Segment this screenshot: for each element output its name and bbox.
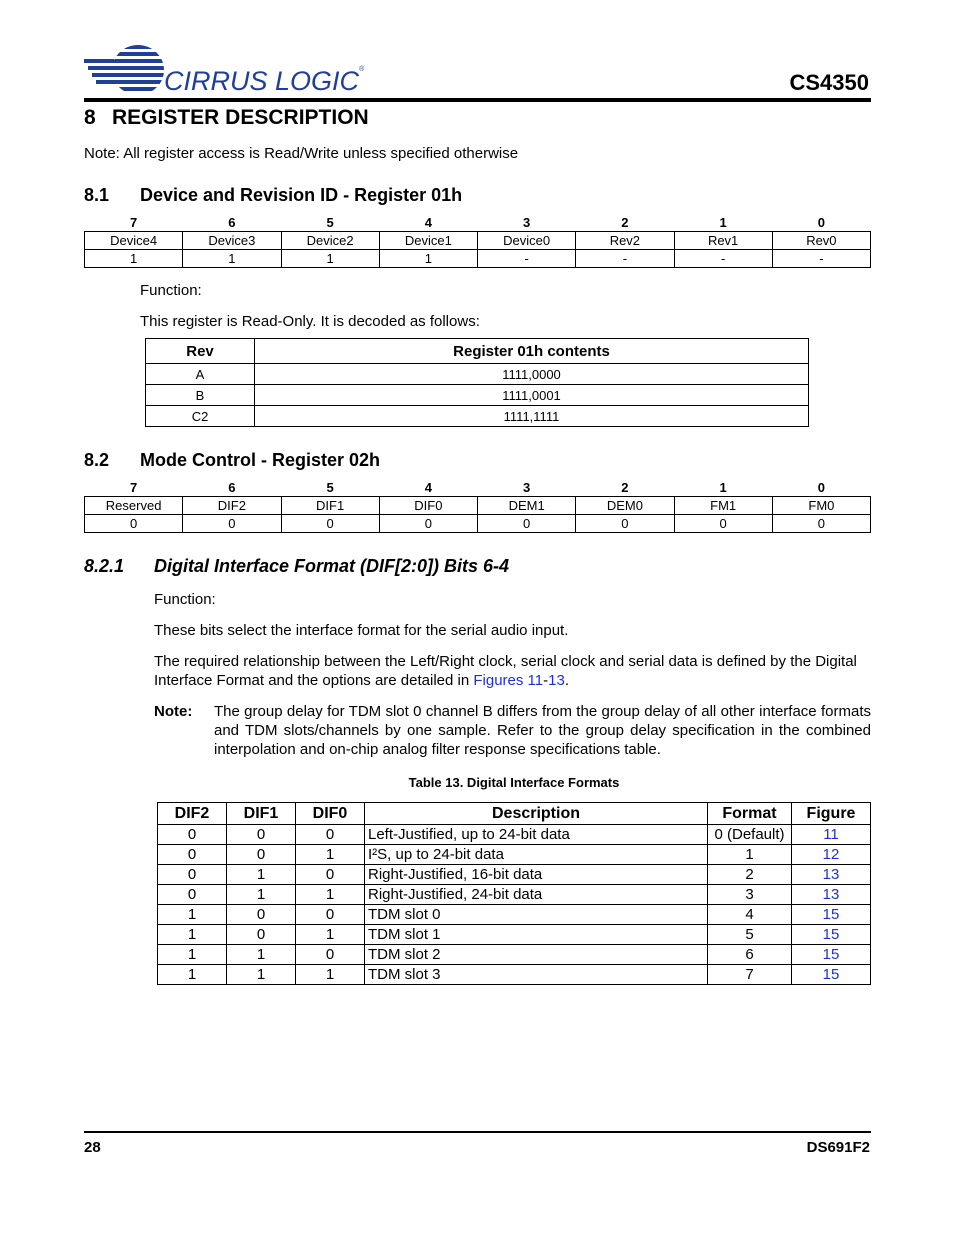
bit-name: Device4	[85, 232, 183, 250]
bit-name: Reserved	[85, 497, 183, 515]
bit-default: 0	[85, 515, 183, 533]
bit-default: -	[576, 250, 674, 268]
contents-cell: 1111,0001	[255, 385, 809, 406]
bit-name: Rev2	[576, 232, 674, 250]
bit-header: 6	[228, 480, 236, 495]
subsection-number: 8.2.1	[84, 556, 125, 576]
paragraph	[154, 652, 871, 690]
bit-name: Device1	[379, 232, 477, 250]
format-cell: 5	[708, 925, 792, 945]
table-header: Figure	[792, 803, 871, 825]
note-label: Note:	[154, 703, 193, 720]
table-header: Format	[708, 803, 792, 825]
dif2-cell: 1	[158, 925, 227, 945]
subsection-number: 8.1	[84, 185, 110, 205]
subsection-title: Device and Revision ID - Register 01h	[140, 185, 463, 205]
table-row	[158, 865, 871, 885]
figure-link[interactable]: 11	[792, 825, 871, 845]
description-cell: Left-Justified, up to 24-bit data	[365, 825, 708, 845]
subsection-heading-8-2-1	[84, 556, 509, 577]
bit-name: Device2	[281, 232, 379, 250]
paragraph-text: The required relationship between the Left/Right clock, serial clock and serial data is defined by the Digital Interface Format and the options are detailed in	[154, 653, 857, 689]
bit-default: 1	[85, 250, 183, 268]
bit-default: 0	[576, 515, 674, 533]
bit-header: 2	[621, 480, 629, 495]
dif2-cell: 0	[158, 845, 227, 865]
dif1-cell: 1	[227, 965, 296, 985]
page-number: 28	[84, 1139, 101, 1156]
figure-link[interactable]: 15	[792, 925, 871, 945]
function-label: Function:	[154, 591, 216, 608]
dif0-cell: 1	[296, 965, 365, 985]
figure-link[interactable]: 15	[792, 945, 871, 965]
bit-name: DEM0	[576, 497, 674, 515]
bit-name: FM0	[772, 497, 870, 515]
description-cell: TDM slot 1	[365, 925, 708, 945]
description-cell: Right-Justified, 24-bit data	[365, 885, 708, 905]
figure-link[interactable]: 15	[792, 905, 871, 925]
bit-default: 0	[379, 515, 477, 533]
function-label: Function:	[140, 282, 202, 299]
table-header: Rev	[146, 339, 255, 364]
table-row	[158, 845, 871, 865]
dif2-cell: 1	[158, 965, 227, 985]
dif0-cell: 1	[296, 845, 365, 865]
figure-link[interactable]: 13	[792, 885, 871, 905]
header-rule	[84, 98, 871, 102]
section-title: REGISTER DESCRIPTION	[112, 106, 369, 129]
bit-name: Device0	[478, 232, 576, 250]
figure-link[interactable]: 13	[792, 865, 871, 885]
bit-header: 4	[424, 215, 432, 230]
dif1-cell: 0	[227, 925, 296, 945]
section-heading	[84, 106, 369, 130]
figure-link[interactable]: 12	[792, 845, 871, 865]
bit-header: 5	[326, 480, 334, 495]
table-header: Register 01h contents	[255, 339, 809, 364]
logo-wordmark: CIRRUS LOGIC®	[164, 66, 365, 96]
dif2-cell: 0	[158, 825, 227, 845]
bit-default: 1	[379, 250, 477, 268]
table-row	[158, 885, 871, 905]
bit-default: -	[478, 250, 576, 268]
bit-header: 6	[228, 215, 236, 230]
bit-name: DIF2	[183, 497, 281, 515]
revision-decode-table	[145, 338, 809, 427]
bit-header: 3	[523, 215, 531, 230]
contents-cell: 1111,0000	[255, 364, 809, 385]
bit-name: DEM1	[478, 497, 576, 515]
note-text: The group delay for TDM slot 0 channel B differs from the group delay of all other interface formats and TDM slots/channels by one sample. Refer to the group delay specification in the combined interpolation and on-chip analog filter response specifications table.	[214, 703, 871, 758]
logo-globe-icon	[84, 44, 166, 96]
period: .	[564, 672, 569, 689]
bit-header: 3	[523, 480, 531, 495]
bit-default: 0	[478, 515, 576, 533]
dif1-cell: 0	[227, 825, 296, 845]
bit-default: 1	[183, 250, 281, 268]
rev-cell: C2	[146, 406, 255, 427]
dif1-cell: 1	[227, 945, 296, 965]
document-id: DS691F2	[806, 1139, 870, 1156]
bit-default: 0	[183, 515, 281, 533]
bit-default: 0	[281, 515, 379, 533]
table-header: Description	[365, 803, 708, 825]
dif0-cell: 1	[296, 925, 365, 945]
table-header: DIF2	[158, 803, 227, 825]
subsection-number: 8.2	[84, 450, 110, 470]
footer-rule	[84, 1131, 871, 1133]
format-cell: 2	[708, 865, 792, 885]
contents-cell: 1111,1111	[255, 406, 809, 427]
format-cell: 1	[708, 845, 792, 865]
figure-13-link[interactable]: 13	[548, 672, 565, 689]
bit-name: FM1	[674, 497, 772, 515]
bit-header: 4	[424, 480, 432, 495]
table-caption: Table 13. Digital Interface Formats	[408, 775, 620, 790]
paragraph: These bits select the interface format for the serial audio input.	[154, 622, 569, 639]
table-header: DIF0	[296, 803, 365, 825]
table-row	[158, 825, 871, 845]
table-row	[158, 965, 871, 985]
dif0-cell: 0	[296, 945, 365, 965]
dif2-cell: 0	[158, 865, 227, 885]
section-number: 8	[84, 106, 96, 129]
digital-interface-formats-table	[157, 802, 871, 985]
figures-link[interactable]: Figures 11	[473, 672, 544, 689]
table-row	[146, 406, 809, 427]
bit-default: 1	[281, 250, 379, 268]
register-02h-table	[84, 479, 871, 533]
register-01h-table	[84, 214, 871, 268]
rev-cell: A	[146, 364, 255, 385]
dif0-cell: 1	[296, 885, 365, 905]
format-cell: 7	[708, 965, 792, 985]
bit-header: 1	[719, 215, 727, 230]
dif2-cell: 1	[158, 905, 227, 925]
bit-header: 7	[130, 480, 138, 495]
dash: -	[543, 672, 549, 689]
cirrus-logic-logo	[84, 44, 365, 96]
description-cell: TDM slot 3	[365, 965, 708, 985]
bit-header: 2	[621, 215, 629, 230]
table-row	[146, 364, 809, 385]
part-number: CS4350	[789, 70, 869, 95]
description-cell: I²S, up to 24-bit data	[365, 845, 708, 865]
table-row	[158, 905, 871, 925]
figure-link[interactable]: 15	[792, 965, 871, 985]
table-row	[146, 385, 809, 406]
section-note: Note: All register access is Read/Write unless specified otherwise	[84, 145, 519, 162]
bit-header: 0	[817, 215, 825, 230]
bit-default: -	[674, 250, 772, 268]
format-cell: 4	[708, 905, 792, 925]
rev-cell: B	[146, 385, 255, 406]
dif1-cell: 0	[227, 845, 296, 865]
table-row	[158, 925, 871, 945]
format-cell: 3	[708, 885, 792, 905]
bit-name: Rev1	[674, 232, 772, 250]
bit-header: 0	[817, 480, 825, 495]
table-header: DIF1	[227, 803, 296, 825]
dif0-cell: 0	[296, 865, 365, 885]
bit-name: Rev0	[772, 232, 870, 250]
bit-name: DIF0	[379, 497, 477, 515]
bit-name: DIF1	[281, 497, 379, 515]
subsection-title: Mode Control - Register 02h	[140, 450, 381, 470]
description-cell: TDM slot 0	[365, 905, 708, 925]
format-cell: 0 (Default)	[708, 825, 792, 845]
bit-header: 5	[326, 215, 334, 230]
format-cell: 6	[708, 945, 792, 965]
dif0-cell: 0	[296, 905, 365, 925]
dif2-cell: 1	[158, 945, 227, 965]
subsection-heading-8-2	[84, 450, 380, 471]
function-text: This register is Read-Only. It is decoded as follows:	[140, 313, 480, 330]
bit-name: Device3	[183, 232, 281, 250]
bit-header: 7	[130, 215, 138, 230]
subsection-title: Digital Interface Format (DIF[2:0]) Bits 6-4	[154, 556, 510, 576]
dif1-cell: 1	[227, 865, 296, 885]
table-row	[158, 945, 871, 965]
description-cell: TDM slot 2	[365, 945, 708, 965]
dif0-cell: 0	[296, 825, 365, 845]
bit-default: -	[772, 250, 870, 268]
dif1-cell: 0	[227, 905, 296, 925]
description-cell: Right-Justified, 16-bit data	[365, 865, 708, 885]
bit-default: 0	[772, 515, 870, 533]
dif2-cell: 0	[158, 885, 227, 905]
dif1-cell: 1	[227, 885, 296, 905]
subsection-heading-8-1	[84, 185, 462, 206]
bit-header: 1	[719, 480, 727, 495]
bit-default: 0	[674, 515, 772, 533]
